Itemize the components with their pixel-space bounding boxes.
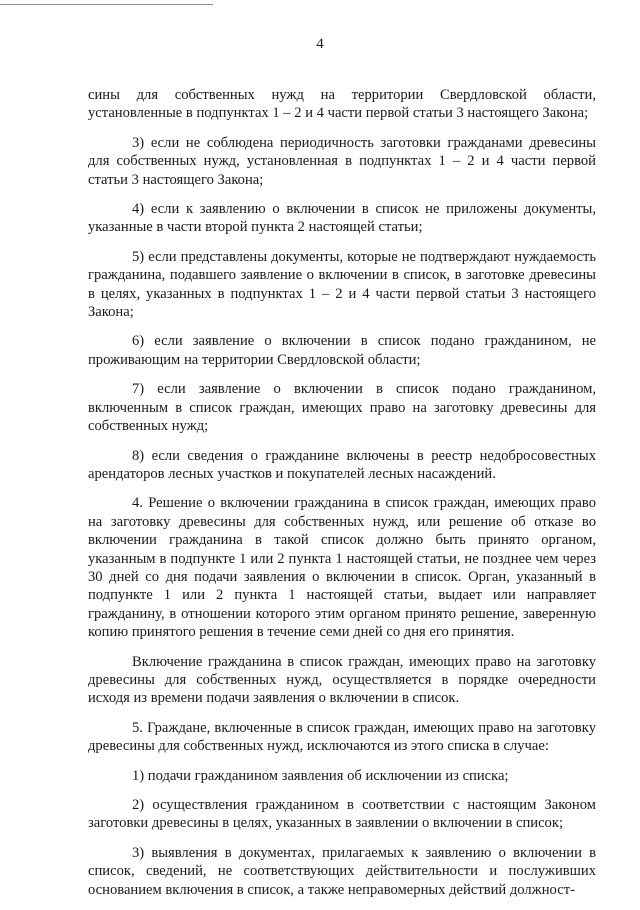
paragraph-item-3: 3) если не соблюдена периодичность заготовки гражданами древесины для собственных нужд, установленная в подпунктах 1 – 2 и 4 части первой статьи 3 настоящего Закона; [88,134,596,188]
paragraph-item-4: 4) если к заявлению о включении в список не приложены документы, указанные в части второй пункта 2 настоящей статьи; [88,201,596,236]
paragraph-item-5: 5) если представлены документы, которые не подтверждают нуждаемость гражданина, подавшего заявление о включении в список, в заготовке древесины в целях, указанных в подпунктах 1 – 2 и 4 части первой статьи 3 настоящего Закона; [88,248,596,321]
paragraph-item-8: 8) если сведения о гражданине включены в реестр недобросовестных арендаторов лесных участков и покупателей лесных насаждений. [88,447,596,482]
document-body [88,86,596,910]
paragraph-item-7: 7) если заявление о включении в список подано гражданином, включенным в список граждан, имеющих право на заготовку древесины для собственных нужд; [88,381,596,435]
paragraph-clause-4: 4. Решение о включении гражданина в список граждан, имеющих право на заготовку древесины для собственных нужд, или решение об отказе во включении гражданина в такой список должно быть принято органом, указанным в подпункте 1 или 2 пункта 1 настоящей статьи, не позднее чем через 30 дней со дня подачи заявления о включении в список. Орган, указанный в подпункте 1 или 2 пункта 1 настоящей статьи, выдает или направляет гражданину, в отношении которого этим органом принято решение, заверенную копию принятого решения в течение семи дней со дня его принятия. [88,495,596,641]
paragraph-exclusion-3: 3) выявления в документах, прилагаемых к заявлению о включении в список, сведений, не соответствующих действительности и послуживших основанием включения в список, а также неправомерных действий должност- [88,844,596,898]
paragraph-exclusion-2: 2) осуществления гражданином в соответствии с настоящим Законом заготовки древесины в целях, указанных в заявлении о включении в список; [88,797,596,832]
page-number: 4 [316,36,324,52]
paragraph-clause-5: 5. Граждане, включенные в список граждан, имеющих право на заготовку древесины для собственных нужд, исключаются из этого списка в случае: [88,719,596,755]
paragraph-exclusion-1: 1) подачи гражданином заявления об исключении из списка; [132,767,509,784]
paragraph-continuation: сины для собственных нужд на территории Свердловской области, установленные в подпунктах 1 – 2 и 4 части первой статьи 3 настоящего Закона; [88,87,596,122]
paragraph-inclusion-order: Включение гражданина в список граждан, имеющих право на заготовку древесины для собственных нужд, осуществляется в порядке очередности исходя из времени подачи заявления о включении в список. [88,653,596,707]
paragraph-item-6: 6) если заявление о включении в список подано гражданином, не проживающим на территории Свердловской области; [88,333,596,368]
scan-edge-line [0,4,213,5]
